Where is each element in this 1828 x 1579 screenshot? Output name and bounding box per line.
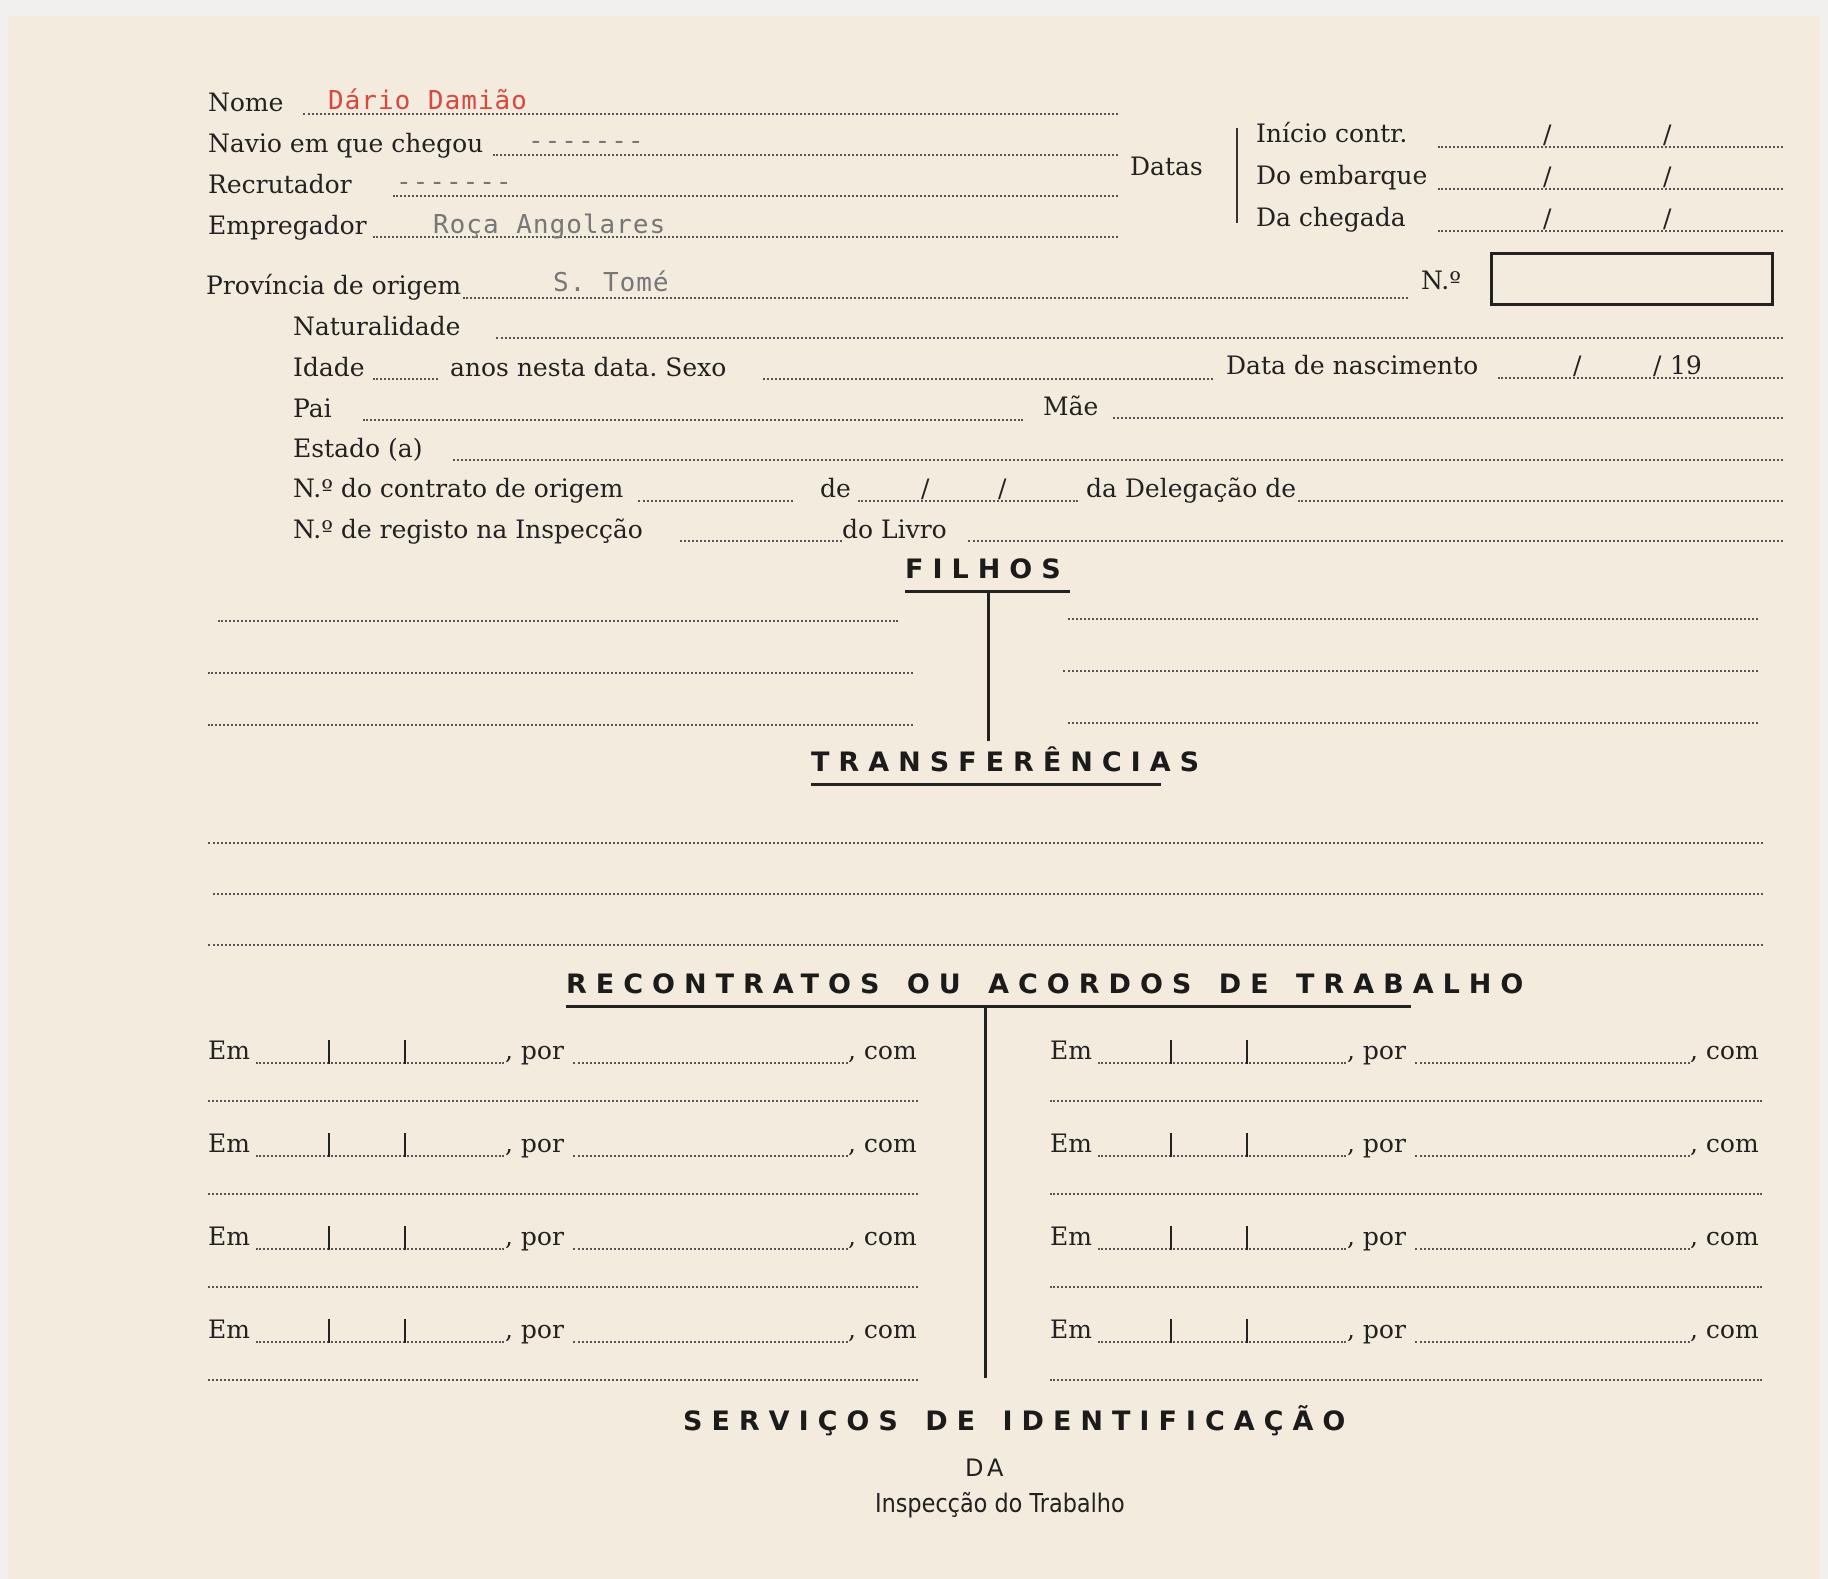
numero-box[interactable]: [1490, 252, 1774, 306]
label-datas: Datas: [1130, 152, 1203, 181]
field-registo-line[interactable]: [680, 540, 842, 542]
footer-line2: DA: [965, 1454, 1008, 1482]
recontrato-date-separator: [404, 1319, 406, 1343]
recontrato-por-label: , por: [505, 1036, 564, 1065]
recontrato-em-label: Em: [208, 1222, 250, 1251]
label-idade: Idade: [293, 353, 365, 382]
datas-brace: [1236, 128, 1238, 223]
recontrato-por-line[interactable]: [1415, 1341, 1690, 1343]
recontrato-em-label: Em: [1050, 1129, 1092, 1158]
field-embarque-line[interactable]: [1438, 188, 1783, 190]
recontrato-em-label: Em: [208, 1036, 250, 1065]
recontrato-por-label: , por: [1347, 1036, 1406, 1065]
recontrato-em-label: Em: [208, 1129, 250, 1158]
recontrato-com-label: , com: [848, 1315, 917, 1344]
transferencias-line[interactable]: [213, 893, 1763, 895]
label-naturalidade: Naturalidade: [293, 312, 461, 341]
identification-card: Nome Dário Damião Navio em que chegou ------- Recrutador ------- Empregador Roça Angolares Datas Início contr. / / Do embarque / / Da chegada / / Província de origem S. Tomé N.º Naturalidade Idade anos nesta data. Sexo Data de nascimento / / 19 Pai Mãe Estado (a) N.º do contrato de origem de / / da Delegação de N.º de registo na Inspecção do Livro FILHOS TRANSFERÊNCIAS RECONTRATOS OU ACORDOS DE TRABALHO Em , por , com Em , por , com Em , por , com Em , por , com Em , por , com Em , por , com Em , por , com Em , por , com SERVIÇOS DE IDENTIFICAÇÃO DA Inspecção do Trabalho: [8, 16, 1820, 1579]
recontrato-em-label: Em: [208, 1315, 250, 1344]
recontrato-por-label: , por: [1347, 1222, 1406, 1251]
label-delegacao: da Delegação de: [1086, 474, 1297, 503]
label-chegada: Da chegada: [1256, 203, 1406, 232]
recontrato-detail-line[interactable]: [1050, 1100, 1762, 1102]
filhos-line[interactable]: [1068, 618, 1758, 620]
recontrato-date-separator: [328, 1226, 330, 1250]
value-provincia: S. Tomé: [553, 268, 670, 298]
recontrato-date-line[interactable]: [256, 1155, 504, 1157]
recontrato-date-separator: [1170, 1319, 1172, 1343]
recontrato-date-separator: [328, 1319, 330, 1343]
value-recrutador: -------: [396, 167, 513, 197]
recontrato-por-line[interactable]: [1415, 1248, 1690, 1250]
recontrato-detail-line[interactable]: [208, 1379, 918, 1381]
recontrato-em-label: Em: [1050, 1036, 1092, 1065]
recontrato-date-line[interactable]: [1098, 1155, 1346, 1157]
recontrato-com-label: , com: [848, 1222, 917, 1251]
recontrato-detail-line[interactable]: [208, 1286, 918, 1288]
recontrato-por-line[interactable]: [1415, 1062, 1690, 1064]
filhos-line[interactable]: [208, 724, 913, 726]
transferencias-line[interactable]: [208, 944, 1763, 946]
section-transferencias-heading: TRANSFERÊNCIAS: [811, 747, 1209, 778]
field-sexo-line[interactable]: [763, 378, 1213, 380]
label-data-nascimento: Data de nascimento: [1226, 351, 1479, 380]
recontrato-com-label: , com: [1690, 1129, 1759, 1158]
filhos-line[interactable]: [1063, 670, 1758, 672]
section-filhos-heading: FILHOS: [905, 554, 1070, 585]
recontrato-date-separator: [328, 1040, 330, 1064]
label-inicio: Início contr.: [1256, 119, 1408, 148]
recontrato-date-separator: [1246, 1040, 1248, 1064]
recontrato-por-line[interactable]: [573, 1341, 848, 1343]
recontrato-por-label: , por: [1347, 1129, 1406, 1158]
recontrato-date-separator: [1170, 1133, 1172, 1157]
field-nascimento-line[interactable]: [1498, 377, 1783, 379]
recontrato-date-separator: [1246, 1133, 1248, 1157]
field-contrato-data-line[interactable]: [858, 500, 1078, 502]
filhos-line[interactable]: [218, 620, 898, 622]
recontrato-com-label: , com: [848, 1036, 917, 1065]
recontrato-date-line[interactable]: [256, 1248, 504, 1250]
recontrato-detail-line[interactable]: [1050, 1379, 1762, 1381]
field-chegada-line[interactable]: [1438, 230, 1783, 232]
field-livro-line[interactable]: [968, 540, 1783, 542]
label-navio: Navio em que chegou: [208, 129, 484, 158]
recontrato-date-line[interactable]: [1098, 1341, 1346, 1343]
recontrato-date-separator: [404, 1226, 406, 1250]
recontrato-detail-line[interactable]: [1050, 1286, 1762, 1288]
recontrato-em-label: Em: [1050, 1222, 1092, 1251]
recontrato-com-label: , com: [1690, 1036, 1759, 1065]
field-delegacao-line[interactable]: [1298, 500, 1783, 502]
recontrato-date-separator: [404, 1133, 406, 1157]
section-recontratos-heading: RECONTRATOS OU ACORDOS DE TRABALHO: [566, 969, 1533, 1000]
field-naturalidade-line[interactable]: [496, 337, 1783, 339]
label-recrutador: Recrutador: [208, 170, 352, 199]
field-contrato-line[interactable]: [638, 500, 793, 502]
label-contrato: N.º do contrato de origem: [293, 474, 624, 503]
filhos-line[interactable]: [1068, 722, 1758, 724]
recontrato-date-line[interactable]: [256, 1341, 504, 1343]
label-provincia: Província de origem: [206, 271, 462, 300]
label-pai: Pai: [293, 394, 332, 423]
footer-line1: SERVIÇOS DE IDENTIFICAÇÃO: [683, 1406, 1355, 1437]
recontrato-por-line[interactable]: [1415, 1155, 1690, 1157]
field-mae-line[interactable]: [1113, 417, 1783, 419]
recontrato-date-line[interactable]: [256, 1062, 504, 1064]
recontrato-date-line[interactable]: [1098, 1248, 1346, 1250]
recontrato-com-label: , com: [1690, 1222, 1759, 1251]
recontrato-com-label: , com: [1690, 1315, 1759, 1344]
field-inicio-line[interactable]: [1438, 146, 1783, 148]
field-estado-line[interactable]: [453, 459, 1783, 461]
label-mae: Mãe: [1043, 392, 1099, 421]
recontrato-date-separator: [404, 1040, 406, 1064]
recontrato-em-label: Em: [1050, 1315, 1092, 1344]
recontrato-por-label: , por: [505, 1222, 564, 1251]
label-numero: N.º: [1421, 266, 1461, 295]
recontrato-por-line[interactable]: [573, 1062, 848, 1064]
label-anos-sexo: anos nesta data. Sexo: [450, 353, 727, 382]
recontrato-com-label: , com: [848, 1129, 917, 1158]
recontrato-date-separator: [1170, 1040, 1172, 1064]
transferencias-line[interactable]: [208, 842, 1763, 844]
recontrato-date-separator: [1246, 1226, 1248, 1250]
label-de: de: [820, 474, 851, 503]
recontrato-detail-line[interactable]: [208, 1193, 918, 1195]
label-nome: Nome: [208, 88, 284, 117]
recontrato-date-separator: [328, 1133, 330, 1157]
value-nome: Dário Damião: [328, 86, 528, 116]
label-livro: do Livro: [842, 515, 947, 544]
value-empregador: Roça Angolares: [433, 210, 667, 240]
footer-line3: Inspecção do Trabalho: [875, 1489, 1125, 1519]
recontrato-date-separator: [1246, 1319, 1248, 1343]
recontratos-divider: [984, 1008, 987, 1378]
recontrato-detail-line[interactable]: [1050, 1193, 1762, 1195]
label-ano-prefix: 19: [1670, 351, 1702, 380]
label-registo: N.º de registo na Inspecção: [293, 515, 643, 544]
filhos-divider: [987, 593, 990, 741]
label-estado: Estado (a): [293, 434, 423, 463]
recontrato-por-label: , por: [505, 1129, 564, 1158]
recontrato-por-line[interactable]: [573, 1155, 848, 1157]
recontrato-detail-line[interactable]: [208, 1100, 918, 1102]
label-empregador: Empregador: [208, 211, 367, 240]
recontrato-date-line[interactable]: [1098, 1062, 1346, 1064]
filhos-line[interactable]: [208, 672, 913, 674]
value-navio: -------: [528, 126, 645, 156]
recontrato-date-separator: [1170, 1226, 1172, 1250]
label-embarque: Do embarque: [1256, 161, 1428, 190]
field-pai-line[interactable]: [363, 419, 1023, 421]
recontrato-por-line[interactable]: [573, 1248, 848, 1250]
recontrato-por-label: , por: [505, 1315, 564, 1344]
field-idade-line[interactable]: [373, 378, 438, 380]
recontrato-por-label: , por: [1347, 1315, 1406, 1344]
